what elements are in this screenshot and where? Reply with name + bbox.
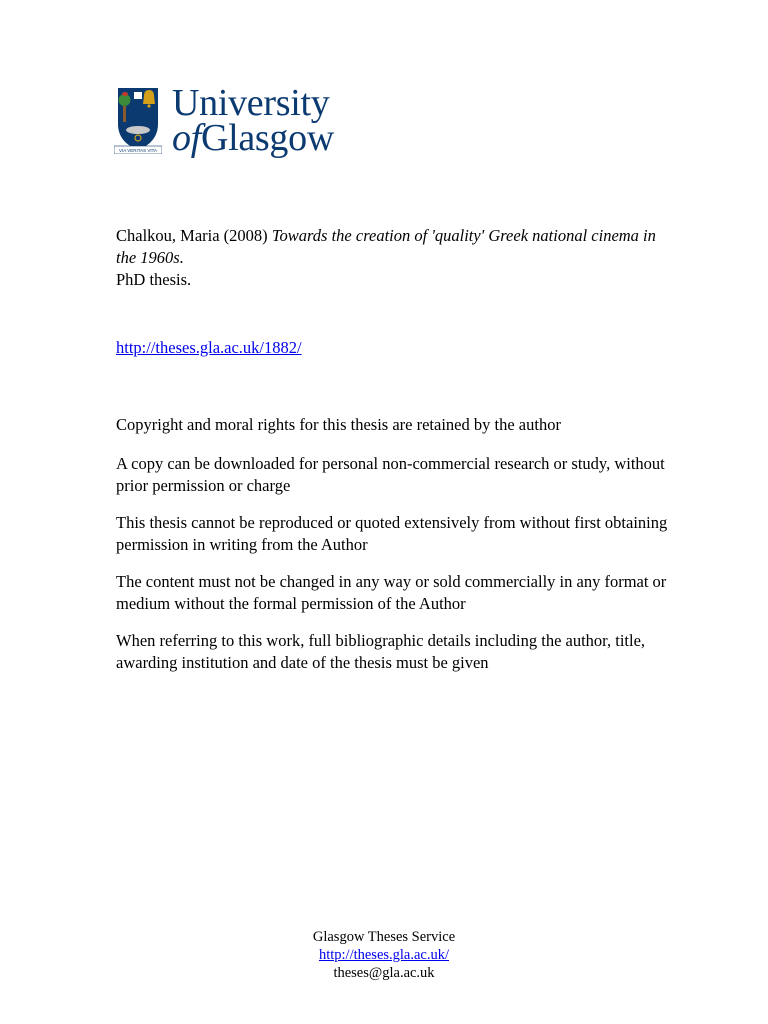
citation-title: Towards the creation of 'quality' Greek national cinema in the 1960s. bbox=[116, 226, 656, 267]
footer-url-link[interactable]: http://theses.gla.ac.uk/ bbox=[318, 947, 450, 963]
crest-motto: VIA VERITAS VITA bbox=[118, 148, 158, 153]
citation-author-year: Chalkou, Maria (2008) bbox=[116, 226, 268, 245]
copyright-paragraph: Copyright and moral rights for this thesis are retained by the author bbox=[116, 415, 561, 434]
referencing-paragraph: When referring to this work, full bibliographic details including the author, title, awarding institution and date of the thesis must be given bbox=[116, 631, 646, 672]
footer-service-name: Glasgow Theses Service bbox=[312, 929, 456, 945]
footer-email: theses@gla.ac.uk bbox=[333, 965, 435, 981]
thesis-citation bbox=[116, 225, 676, 291]
university-logo bbox=[114, 84, 334, 157]
thesis-url-block bbox=[116, 337, 676, 359]
reproduction-paragraph: This thesis cannot be reproduced or quoted extensively from without first obtaining permission in writing from the Author bbox=[116, 513, 668, 554]
content-change-paragraph: The content must not be changed in any way or sold commercially in any format or medium without the formal permission of the Author bbox=[116, 572, 667, 613]
logo-line-university: University bbox=[172, 82, 330, 124]
thesis-url-link[interactable]: http://theses.gla.ac.uk/1882/ bbox=[116, 338, 302, 357]
logo-glasgow: Glasgow bbox=[200, 117, 334, 159]
download-paragraph: A copy can be downloaded for personal non-commercial research or study, without prior permission or charge bbox=[116, 454, 665, 495]
university-name bbox=[172, 84, 334, 157]
logo-of: of bbox=[172, 117, 201, 159]
logo-line-glasgow bbox=[172, 119, 334, 157]
citation-type: PhD thesis. bbox=[116, 270, 192, 289]
footer bbox=[0, 928, 768, 982]
university-crest-icon bbox=[114, 84, 162, 154]
